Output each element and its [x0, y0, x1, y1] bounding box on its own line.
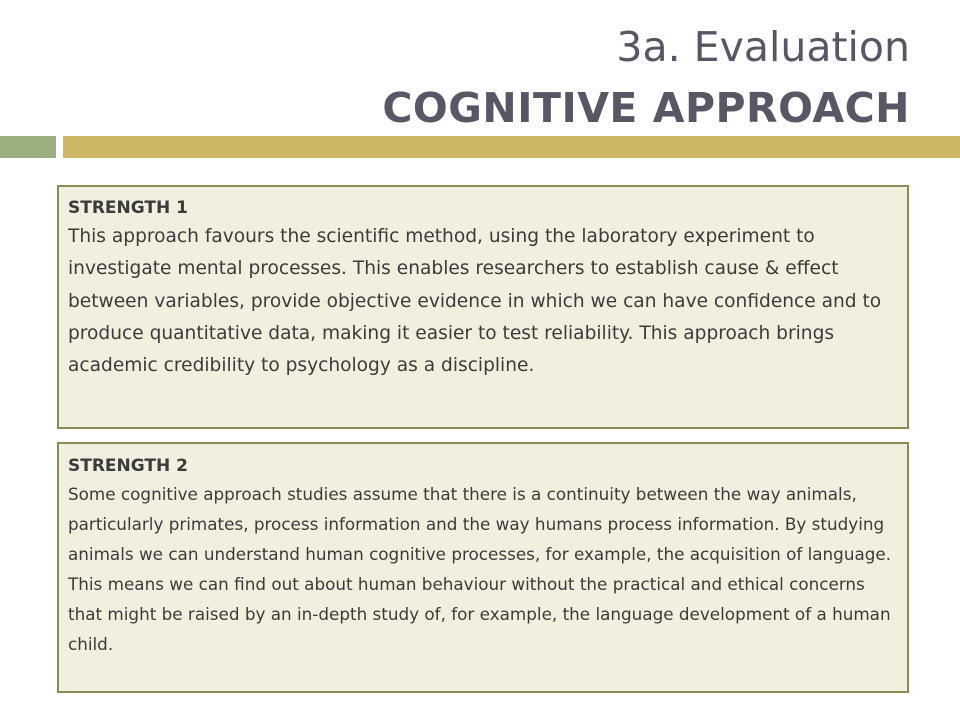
slide-title: 3a. Evaluation — [616, 23, 910, 71]
decorative-bar-left — [0, 136, 56, 158]
strength-1-box — [57, 185, 909, 429]
decorative-bar-right — [63, 136, 960, 158]
strength-2-box — [57, 442, 909, 693]
strength-2-heading: STRENGTH 2 — [68, 456, 188, 476]
strength-1-heading: STRENGTH 1 — [68, 198, 188, 218]
strength-2-text: Some cognitive approach studies assume that there is a continuity between the way animals, particularly primates, process information and the way humans process information. By studying animals we can understand human cognitive processes, for example, the acquisition of language. This means we can find out about human behaviour without the practical and ethical concerns that might be raised by an in-depth study of, for example, the language development of a human child. — [68, 484, 892, 654]
strength-1-text: This approach favours the scientific method, using the laboratory experiment to investigate mental processes. This enables researchers to establish cause & effect between variables, provide objective evidence in which we can have confidence and to produce quantitative data, making it easier to test reliability. This approach brings academic credibility to psychology as a discipline. — [68, 226, 882, 377]
slide-subtitle: COGNITIVE APPROACH — [382, 84, 910, 132]
